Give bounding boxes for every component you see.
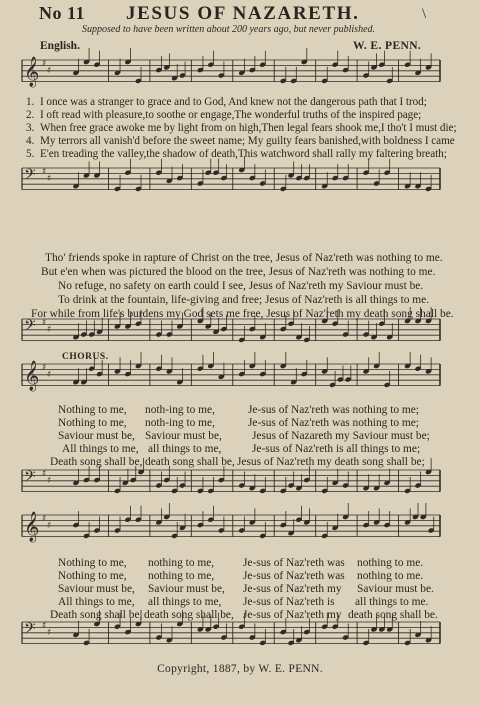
chorus-lyric: Je-sus of Naz'reth my xyxy=(243,609,342,621)
sharp-icon: ♯ xyxy=(47,174,52,184)
sharp-icon: ♯ xyxy=(42,469,47,479)
bass-clef-icon: 𝄢 xyxy=(24,317,36,338)
sharp-icon: ♯ xyxy=(47,476,52,486)
corner-mark: \ xyxy=(422,6,427,22)
bass-clef-icon: 𝄢 xyxy=(24,166,36,187)
copyright: Copyright, 1887, by W. E. PENN. xyxy=(157,663,323,675)
bass-clef-icon: 𝄢 xyxy=(24,620,36,641)
verse-line: 3. When free grace awoke me by light from on high,Then legal fears shook me,I tho't I must die; xyxy=(26,122,457,134)
chorus-lyric: All things to me, xyxy=(62,443,139,455)
chorus-label: CHORUS. xyxy=(62,352,109,362)
refrain-line: But e'en when was pictured the blood on the tree, Jesus of Naz'reth was nothing to me. xyxy=(41,266,436,278)
sharp-icon: ♯ xyxy=(42,363,47,373)
bass-clef-icon: 𝄢 xyxy=(24,468,36,489)
refrain-line: To drink at the fountain, life-giving and free; Jesus of Naz'reth is all things to me. xyxy=(58,294,430,306)
chorus-lyric: Death song shall be, xyxy=(50,609,143,621)
author: W. E. PENN. xyxy=(353,40,422,52)
sharp-icon: ♯ xyxy=(42,167,47,177)
sharp-icon: ♯ xyxy=(47,66,52,76)
chorus-lyric: nothing to me. xyxy=(357,570,424,582)
verse-line: 1. I once was a stranger to grace and to God, And knew not the dangerous path that I trod; xyxy=(26,96,427,108)
verse-line: 5. E'en treading the valley,the shadow of death,This watchword shall rally my faltering breath; xyxy=(26,148,447,160)
chorus-lyric: Nothing to me, xyxy=(58,570,127,582)
chorus-lyric: death song shall be, xyxy=(144,609,234,621)
hymn-title: JESUS OF NAZARETH. xyxy=(126,3,360,24)
chorus-lyric: nothing to me, xyxy=(148,570,215,582)
chorus-lyric: Saviour must be, xyxy=(58,430,135,442)
chorus-lyric: Saviour must be. xyxy=(357,583,434,595)
sharp-icon: ♯ xyxy=(47,628,52,638)
sharp-icon: ♯ xyxy=(47,521,52,531)
chorus-lyric: death song shall be, xyxy=(145,456,235,468)
sharp-icon: ♯ xyxy=(42,59,47,69)
chorus-lyric: Saviour must be, xyxy=(58,583,135,595)
chorus-lyric: Jesus of Nazareth my Saviour must be; xyxy=(252,430,430,442)
sharp-icon: ♯ xyxy=(47,370,52,380)
refrain-line: Tho' friends spoke in rapture of Christ on the tree, Jesus of Naz'reth was nothing to me. xyxy=(45,252,443,264)
chorus-lyric: Saviour must be, xyxy=(145,430,222,442)
sharp-icon: ♯ xyxy=(42,318,47,328)
verse-line: 2. I oft read with pleasure,to soothe or engage,The wonderful truths of the inspired page; xyxy=(26,109,422,121)
sharp-icon: ♯ xyxy=(42,621,47,631)
refrain-line: No refuge, no safety on earth could I see, Jesus of Naz'reth my Saviour must be. xyxy=(58,280,424,292)
chorus-lyric: noth-ing to me, xyxy=(145,404,215,416)
chorus-lyric: Nothing to me, xyxy=(58,557,127,569)
chorus-lyric: Je-sus of Naz'reth is all things to me; xyxy=(252,443,421,455)
hymn-number: No 11 xyxy=(39,3,86,23)
tune-origin: English. xyxy=(40,40,80,52)
chorus-lyric: Je-sus of Naz'reth was xyxy=(243,557,345,569)
chorus-lyric: Je-sus of Naz'reth was nothing to me; xyxy=(248,404,419,416)
treble-clef-icon: 𝄞 xyxy=(24,512,40,542)
chorus-lyric: nothing to me. xyxy=(357,557,424,569)
refrain-line: For while from life's burdens my God sets me free, Jesus of Naz'reth my death song shall be. xyxy=(31,308,454,320)
chorus-lyric: Saviour must be, xyxy=(148,583,225,595)
chorus-lyric: death song shall be. xyxy=(348,609,438,621)
chorus-lyric: Jesus of Naz'reth my death song shall be; xyxy=(237,456,425,468)
verse-line: 4. My terrors all vanish'd before the sweet name; My guilty fears banished,with boldness I came xyxy=(26,135,455,147)
chorus-lyric: All things to me, xyxy=(58,596,135,608)
chorus-lyric: all things to me. xyxy=(355,596,429,608)
chorus-lyric: Je-sus of Naz'reth was xyxy=(243,570,345,582)
chorus-lyric: Nothing to me, xyxy=(58,417,127,429)
origin-note: Supposed to have been written about 200 years ago, but never published. xyxy=(82,24,376,35)
chorus-lyric: Je-sus of Naz'reth is xyxy=(243,596,335,608)
chorus-lyric: Nothing to me, xyxy=(58,404,127,416)
chorus-lyric: Je-sus of Naz'reth was nothing to me; xyxy=(248,417,419,429)
treble-clef-icon: 𝄞 xyxy=(24,361,40,391)
chorus-lyric: Je-sus of Naz'reth my xyxy=(243,583,342,595)
sharp-icon: ♯ xyxy=(42,514,47,524)
chorus-lyric: nothing to me, xyxy=(148,557,215,569)
chorus-lyric: all things to me, xyxy=(148,596,222,608)
chorus-lyric: all things to me, xyxy=(148,443,222,455)
chorus-lyric: Death song shall be, xyxy=(50,456,143,468)
treble-clef-icon: 𝄞 xyxy=(24,57,40,87)
chorus-lyric: noth-ing to me, xyxy=(145,417,215,429)
sharp-icon: ♯ xyxy=(47,325,52,335)
